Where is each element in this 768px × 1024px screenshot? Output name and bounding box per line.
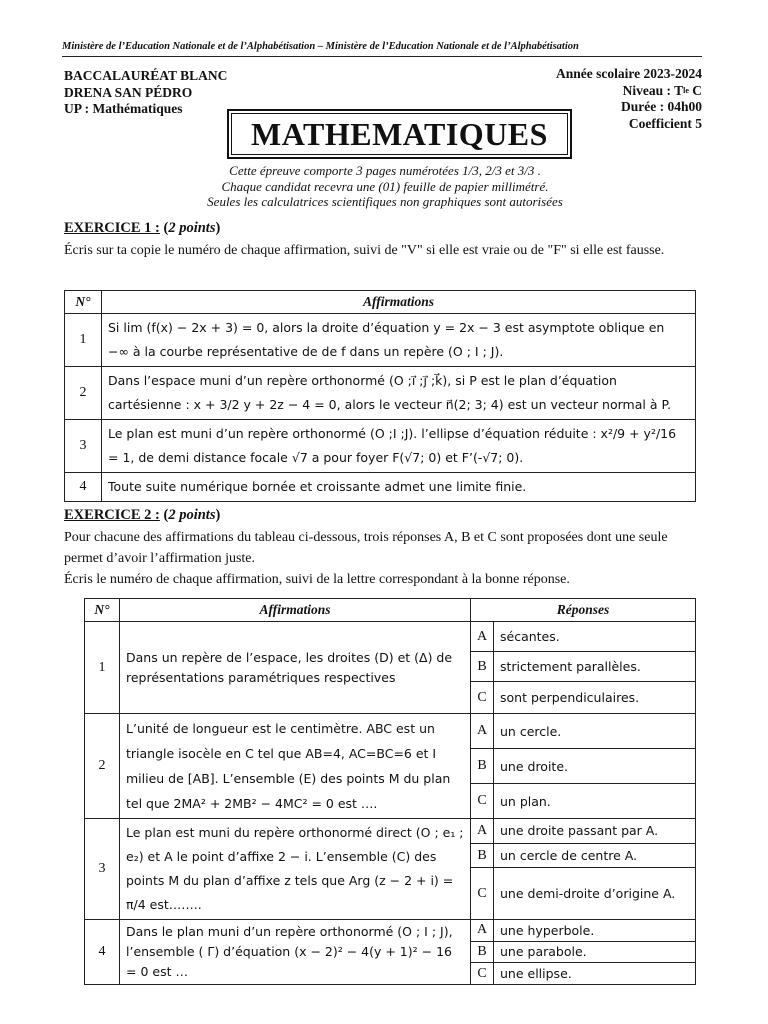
answer-text: une droite passant par A. bbox=[494, 819, 696, 844]
answer-letter: B bbox=[471, 843, 494, 868]
row-num: 4 bbox=[85, 920, 120, 985]
table-row bbox=[85, 714, 696, 749]
row-num: 1 bbox=[85, 622, 120, 714]
table-row bbox=[65, 314, 696, 367]
answer-text: une droite. bbox=[494, 749, 696, 784]
page-title: MATHEMATIQUES bbox=[231, 113, 568, 155]
exercise-2-table bbox=[84, 598, 696, 985]
intro-line-3: Seules les calculatrices scientifiques non graphiques sont autorisées bbox=[207, 194, 563, 209]
answer-text: strictement parallèles. bbox=[494, 652, 696, 682]
table-header-row bbox=[85, 599, 696, 622]
affirmation-2: L’unité de longueur est le centimètre. ABC est un triangle isocèle en C tel que AB=4, AC=BC=6 et I milieu de [AB]. L’ensemble (E) des points M du plan tel que 2MA² + 2MB² − 4MC² = 0 est …. bbox=[120, 714, 471, 819]
row-num: 2 bbox=[65, 367, 102, 420]
affirmation-4: Toute suite numérique bornée et croissante admet une limite finie. bbox=[102, 473, 696, 502]
intro-text bbox=[120, 163, 650, 210]
exercise-1-points: 2 points bbox=[168, 220, 216, 236]
row-num: 2 bbox=[85, 714, 120, 819]
exam-type: BACCALAURÉAT BLANC bbox=[64, 68, 228, 83]
answer-text: un plan. bbox=[494, 784, 696, 819]
header-divider bbox=[62, 56, 702, 57]
exercise-2-points: 2 points bbox=[168, 507, 216, 523]
affirmation-3: Le plan est muni d’un repère orthonormé (O ;I ;J). l’ellipse d’équation réduite : x²/9 + y²/16 = 1, de demi distance focale √7 a pour foyer F(√7; 0) et F’(-√7; 0). bbox=[102, 420, 696, 473]
level bbox=[556, 83, 702, 100]
exam-info-left bbox=[64, 68, 227, 118]
exercise-2-title: EXERCICE 2 : (2 points) bbox=[64, 507, 221, 523]
exercise-1-instruction: Écris sur ta copie le numéro de chaque affirmation, suivi de "V" si elle est vraie ou de "F" si elle est fausse. bbox=[64, 243, 665, 258]
col-num-header: N° bbox=[85, 599, 120, 622]
col-aff-header: Affirmations bbox=[120, 599, 471, 622]
answer-letter: A bbox=[471, 819, 494, 844]
duration: Durée : 04h00 bbox=[621, 99, 702, 114]
answer-letter: A bbox=[471, 920, 494, 942]
exercise-2-instruction-1: Pour chacune des affirmations du tableau ci-dessous, trois réponses A, B et C sont proposées dont une seule permet d’avoir l’affirmation juste. bbox=[64, 530, 668, 566]
row-num: 1 bbox=[65, 314, 102, 367]
answer-letter: C bbox=[471, 682, 494, 714]
answer-letter: B bbox=[471, 941, 494, 963]
row-num: 4 bbox=[65, 473, 102, 502]
school-year: Année scolaire 2023-2024 bbox=[556, 66, 702, 81]
exam-subject: UP : Mathématiques bbox=[64, 101, 183, 116]
level-sup: le bbox=[683, 85, 689, 95]
answer-letter: A bbox=[471, 714, 494, 749]
intro-line-1: Cette épreuve comporte 3 pages numérotées 1/3, 2/3 et 3/3 . bbox=[229, 163, 541, 178]
table-row bbox=[85, 920, 696, 942]
col-aff-header: Affirmations bbox=[102, 291, 696, 314]
table-row bbox=[65, 473, 696, 502]
affirmation-3: Le plan est muni du repère orthonormé direct (O ; e₁ ; e₂) et A le point d’affixe 2 − i. L’ensemble (C) des points M du plan d’affixe z tels que Arg (z − 2 + i) = π/4 est…….. bbox=[120, 819, 471, 920]
col-rep-header: Réponses bbox=[471, 599, 696, 622]
answer-letter: C bbox=[471, 963, 494, 985]
answer-text: sécantes. bbox=[494, 622, 696, 652]
affirmation-4: Dans le plan muni d’un repère orthonormé (O ; I ; J), l’ensemble ( Γ) d’équation (x − 2)² − 4(y + 1)² − 16 = 0 est … bbox=[120, 920, 471, 985]
exercise-2-label: EXERCICE 2 : bbox=[64, 507, 160, 523]
exercise-1-title: EXERCICE 1 : (2 points) bbox=[64, 220, 221, 236]
affirmation-2: Dans l’espace muni d’un repère orthonormé (O ;i⃗ ;j⃗ ;k⃗), si P est le plan d’équation cartésienne : x + 3/2 y + 2z − 4 = 0, alors le vecteur n⃗(2; 3; 4) est un vecteur normal à P. bbox=[102, 367, 696, 420]
answer-letter: B bbox=[471, 749, 494, 784]
exercise-2-instruction-2: Écris le numéro de chaque affirmation, suivi de la lettre correspondant à la bonne réponse. bbox=[64, 572, 570, 587]
col-num-header: N° bbox=[65, 291, 102, 314]
exam-info-right bbox=[556, 66, 702, 132]
table-row bbox=[65, 367, 696, 420]
table-row bbox=[85, 819, 696, 844]
table-header-row bbox=[65, 291, 696, 314]
affirmation-1: Dans un repère de l’espace, les droites (D) et (Δ) de représentations paramétriques respectives bbox=[120, 622, 471, 714]
answer-letter: B bbox=[471, 652, 494, 682]
table-row bbox=[65, 420, 696, 473]
level-suffix: C bbox=[688, 82, 702, 98]
answer-letter: C bbox=[471, 784, 494, 819]
coefficient: Coefficient 5 bbox=[628, 115, 702, 131]
exercise-1-table bbox=[64, 290, 696, 502]
exercise-2-instruction bbox=[64, 527, 696, 590]
table-row bbox=[85, 622, 696, 652]
exam-region: DRENA SAN PÉDRO bbox=[64, 84, 193, 100]
affirmation-1: Si lim (f(x) − 2x + 3) = 0, alors la droite d’équation y = 2x − 3 est asymptote oblique en −∞ à la courbe représentative de de f dans un repère (O ; I ; J). bbox=[102, 314, 696, 367]
answer-text: une ellipse. bbox=[494, 963, 696, 985]
title-box bbox=[227, 109, 572, 159]
answer-letter: C bbox=[471, 868, 494, 920]
ministry-line: Ministère de l’Education Nationale et de l’Alphabétisation – Ministère de l’Education Nationale et de l’Alphabétisation bbox=[62, 41, 579, 52]
row-num: 3 bbox=[85, 819, 120, 920]
answer-text: une parabole. bbox=[494, 941, 696, 963]
level-prefix: Niveau : T bbox=[622, 82, 684, 98]
answer-text: un cercle de centre A. bbox=[494, 843, 696, 868]
answer-text: un cercle. bbox=[494, 714, 696, 749]
answer-text: une demi-droite d’origine A. bbox=[494, 868, 696, 920]
answer-letter: A bbox=[471, 622, 494, 652]
row-num: 3 bbox=[65, 420, 102, 473]
exercise-1-label: EXERCICE 1 : bbox=[64, 220, 160, 236]
answer-text: sont perpendiculaires. bbox=[494, 682, 696, 714]
answer-text: une hyperbole. bbox=[494, 920, 696, 942]
intro-line-2: Chaque candidat recevra une (01) feuille de papier millimétré. bbox=[221, 178, 549, 194]
